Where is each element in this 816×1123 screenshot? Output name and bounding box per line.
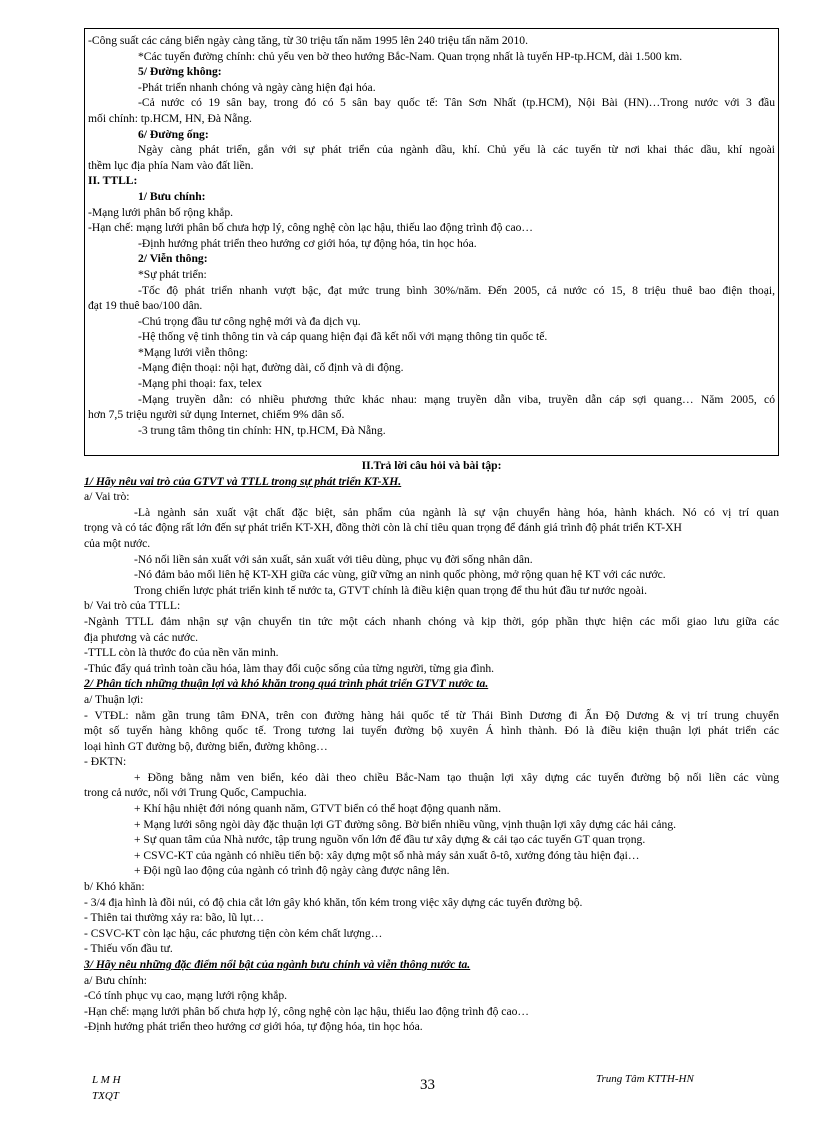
text-line: + Đội ngũ lao động của ngành có trình độ ngày càng được nâng lên. bbox=[134, 864, 450, 878]
text-line: -Định hướng phát triển theo hướng cơ giới hóa, tự động hóa, tin học hóa. bbox=[84, 1020, 423, 1034]
page-number: 33 bbox=[420, 1077, 435, 1093]
text-line: -Chú trọng đầu tư công nghệ mới và đa dịch vụ. bbox=[138, 314, 361, 328]
text-line: trong cả nước, nối với Trung Quốc, Campuchia. bbox=[84, 786, 307, 800]
text-line: -Có tính phục vụ cao, mạng lưới rộng khắp. bbox=[84, 989, 288, 1003]
text-line: -Định hướng phát triển theo hướng cơ giới hóa, tự động hóa, tin học hóa. bbox=[138, 236, 477, 250]
text-line: - Thiếu vốn đầu tư. bbox=[84, 942, 173, 956]
text-line: b/ Khó khăn: bbox=[84, 880, 145, 894]
text-line: a/ Bưu chính: bbox=[84, 973, 147, 987]
text-line: II.Trả lời câu hỏi và bài tập: bbox=[361, 459, 502, 472]
text-line: -Hạn chế: mạng lưới phân bố chưa hợp lý, công nghệ còn lạc hậu, thiếu lao động trình độ cao… bbox=[88, 221, 533, 235]
text-line: - ĐKTN: bbox=[84, 755, 127, 769]
text-line: 5/ Đường không: bbox=[138, 65, 222, 79]
text-line: - Thiên tai thường xảy ra: bão, lũ lụt… bbox=[84, 911, 264, 925]
text-line: mối chính: tp.HCM, HN, Đà Nẵng. bbox=[88, 111, 252, 125]
text-line: -Phát triển nhanh chóng và ngày càng hiện đại hóa. bbox=[138, 80, 376, 94]
text-line: hơn 7,5 triệu người sử dụng Internet, chiếm 9% dân số. bbox=[88, 408, 345, 422]
bordered-text-box bbox=[84, 28, 779, 456]
text-line: -Công suất các cảng biển ngày càng tăng, từ 30 triệu tấn năm 1995 lên 240 triệu tấn năm 2010. bbox=[88, 34, 528, 47]
text-line: -Nó đảm bảo mối liên hệ KT-XH giữa các vùng, giữ vững an ninh quốc phòng, mở rộng quan hệ KT với các nước. bbox=[134, 568, 666, 582]
text-line: *Các tuyến đường chính: chủ yếu ven bờ theo hướng Bắc-Nam. Quan trọng nhất là tuyến HP-tp.HCM, dài 1.500 km. bbox=[138, 49, 683, 63]
text-line: 1/ Bưu chính: bbox=[138, 189, 206, 203]
text-line: -Mạng truyền dẫn: có nhiều phương thức khác nhau: mạng truyền dẫn viba, truyền dẫn cáp sợi quang… Năm 2005, có bbox=[138, 392, 775, 406]
footer-author: L M H bbox=[92, 1074, 121, 1086]
text-line: đạt 19 thuê bao/100 dân. bbox=[88, 299, 203, 313]
text-line: a/ Vai trò: bbox=[84, 490, 130, 504]
text-line: -Là ngành sản xuất vật chất đặc biệt, sản phẩm của ngành là sự vận chuyển hàng hóa, hành khách. Nó có vị trí quan bbox=[134, 505, 779, 519]
text-line: + Đồng bằng nằm ven biển, kéo dài theo chiều Bắc-Nam tạo thuận lợi xây dựng các tuyến đường bộ nối liền các vùng bbox=[134, 770, 779, 784]
text-line: 3/ Hãy nêu những đặc điểm nổi bật của ngành bưu chính và viễn thông nước ta. bbox=[84, 958, 471, 971]
text-line: -Hạn chế: mạng lưới phân bố chưa hợp lý, công nghệ còn lạc hậu, thiếu lao động trình độ cao… bbox=[84, 1004, 529, 1018]
text-line: 2/ Phân tích những thuận lợi và khó khăn trong quá trình phát triển GTVT nước ta. bbox=[84, 677, 489, 691]
text-line: -3 trung tâm thông tin chính: HN, tp.HCM, Đà Nẵng. bbox=[138, 423, 386, 437]
text-line: -Ngành TTLL đảm nhận sự vận chuyển tin tức một cách nhanh chóng và kịp thời, góp phần thực hiện các mối giao lưu giữa các bbox=[84, 614, 779, 628]
text-line: + Mạng lưới sông ngòi dày đặc thuận lợi GT đường sông. Bờ biển nhiều vũng, vịnh thuận lợi xây dựng các hải cảng. bbox=[134, 817, 677, 831]
text-line: thềm lục địa phía Nam vào đất liền. bbox=[88, 158, 254, 172]
text-line: + Sự quan tâm của Nhà nước, tập trung nguồn vốn lớn để đầu tư xây dựng & cải tạo các tuyến GT quan trọng. bbox=[134, 833, 646, 847]
footer-unit: TXQT bbox=[92, 1090, 119, 1102]
text-line: -Nó nối liền sản xuất với sản xuất, sản xuất với tiêu dùng, phục vụ đời sống nhân dân. bbox=[134, 552, 533, 566]
text-line: - 3/4 địa hình là đồi núi, có độ chia cắt lớn gây khó khăn, tốn kém trong việc xây dựng các tuyến đường bộ. bbox=[84, 895, 583, 909]
text-line: -TTLL còn là thước đo của nền văn minh. bbox=[84, 646, 279, 660]
text-line: -Cả nước có 19 sân bay, trong đó có 5 sân bay quốc tế: Tân Sơn Nhất (tp.HCM), Nội Bài (HN)…Trong nước với 3 đầu bbox=[138, 96, 775, 110]
text-line: - CSVC-KT còn lạc hậu, các phương tiện còn kém chất lượng… bbox=[84, 926, 383, 940]
text-line: -Mạng điện thoại: nội hạt, đường dài, cố định và di động. bbox=[138, 361, 404, 375]
text-line: loại hình GT đường bộ, đường biển, đường không… bbox=[84, 739, 328, 753]
text-line: 2/ Viễn thông: bbox=[138, 252, 208, 266]
text-line: a/ Thuận lợi: bbox=[84, 692, 144, 706]
text-line: - VTĐL: nằm gần trung tâm ĐNA, trên con đường hàng hải quốc tế từ Thái Bình Dương đi Ấn Độ Dương & vị trí trung chuyển bbox=[84, 708, 779, 722]
footer-center-name: Trung Tâm KTTH-HN bbox=[596, 1073, 694, 1085]
text-line: b/ Vai trò của TTLL: bbox=[84, 599, 181, 613]
qa-section bbox=[84, 458, 779, 1035]
text-line: + Khí hậu nhiệt đới nóng quanh năm, GTVT biển có thể hoạt động quanh năm. bbox=[134, 802, 501, 816]
footer-left bbox=[92, 1072, 121, 1104]
text-line: Trong chiến lược phát triển kinh tế nước ta, GTVT chính là điều kiện quan trọng để thu hút đầu tư nước ngoài. bbox=[134, 583, 647, 597]
text-line: + CSVC-KT của ngành có nhiều tiến bộ: xây dựng một số nhà máy sản xuất ô-tô, xưởng đóng tàu hiện đại… bbox=[134, 848, 640, 862]
text-line: II. TTLL: bbox=[88, 174, 138, 188]
text-line: *Mạng lưới viễn thông: bbox=[138, 345, 248, 359]
text-line: 6/ Đường ống: bbox=[138, 127, 209, 141]
text-line: 1/ Hãy nêu vai trò của GTVT và TTLL trong sự phát triển KT-XH. bbox=[84, 474, 402, 488]
text-line: một số tuyến hàng không quốc tế. Trong tương lai tuyến đường bộ xuyên Á hình thành. Đó là điều kiện thuận lợi phát triển các bbox=[84, 724, 779, 738]
text-line: *Sự phát triển: bbox=[138, 267, 207, 281]
text-line: -Tốc độ phát triển nhanh vượt bậc, đạt mức trung bình 30%/năm. Đến 2005, cả nước có 15, 8 triệu thuê bao điện thoại, bbox=[138, 283, 775, 297]
text-line: trọng và có tác động rất lớn đến sự phát triển KT-XH, đồng thời còn là chỉ tiêu quan trọng để đánh giá trình độ phát triển KT-XH bbox=[84, 521, 682, 535]
text-line: của một nước. bbox=[84, 536, 151, 550]
text-line: địa phương và các nước. bbox=[84, 630, 198, 644]
text-line: Ngày càng phát triển, gắn với sự phát triển của ngành dầu, khí. Chủ yếu là các tuyến từ nơi khai thác dầu, khí ngoài bbox=[138, 143, 775, 157]
text-line: -Mạng lưới phân bố rộng khắp. bbox=[88, 205, 234, 219]
text-line: -Mạng phi thoại: fax, telex bbox=[138, 377, 262, 391]
text-line: -Thúc đẩy quá trình toàn cầu hóa, làm thay đổi cuộc sống của từng người, từng gia đình. bbox=[84, 661, 495, 675]
text-line: -Hệ thống vệ tinh thông tin và cáp quang hiện đại đã kết nối với mạng thông tin quốc tế. bbox=[138, 330, 548, 344]
